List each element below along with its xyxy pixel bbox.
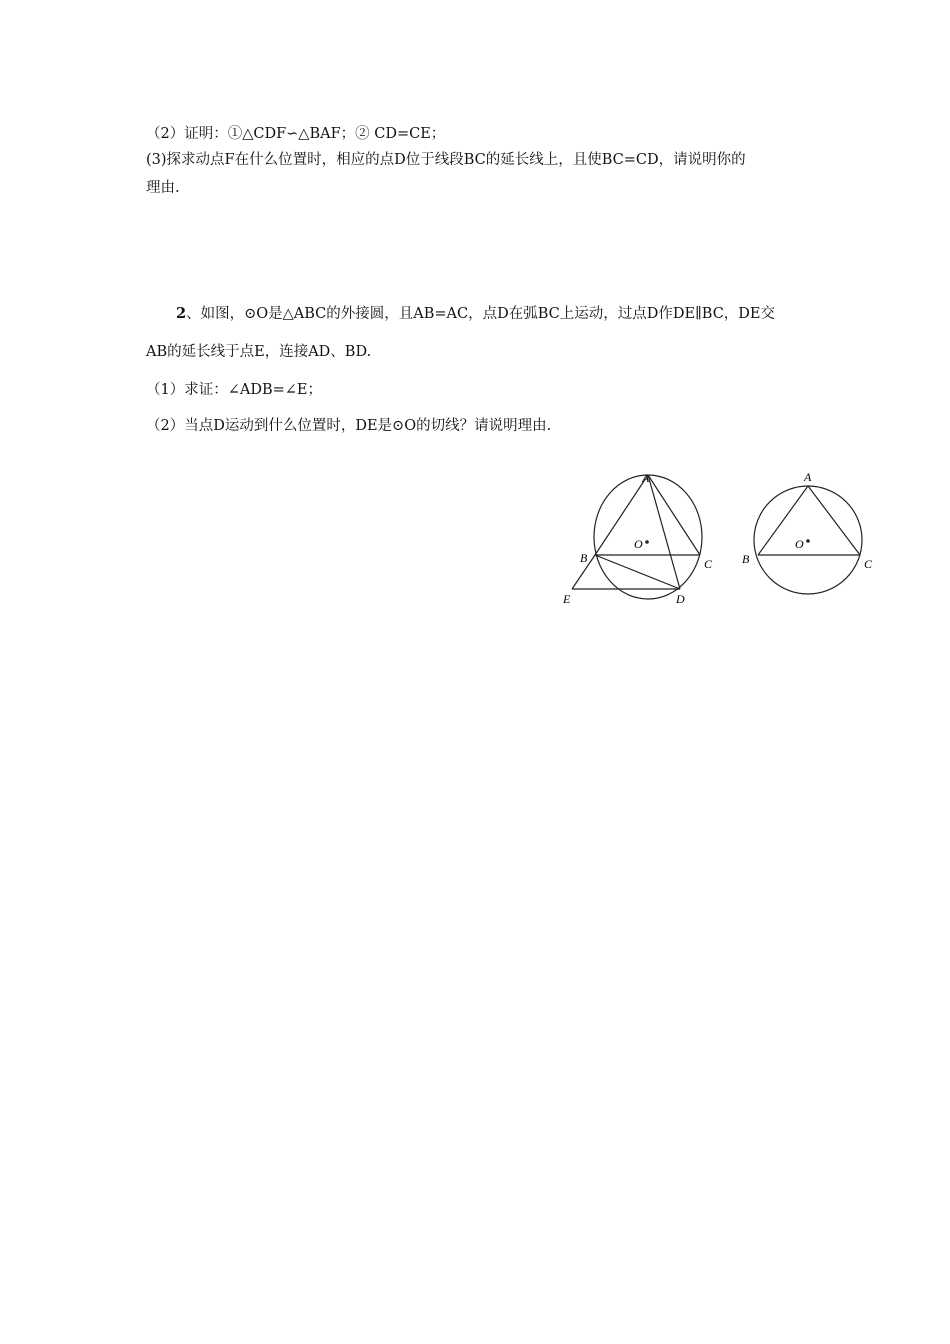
label-d: D xyxy=(676,592,685,606)
label-o: O xyxy=(634,537,643,551)
label-b-2: B xyxy=(742,552,750,566)
segment-ac-2 xyxy=(808,486,860,555)
label-c-2: C xyxy=(864,557,873,571)
label-b: B xyxy=(580,551,588,565)
q1-part3-line1: (3)探求动点F在什么位置时，相应的点D位于线段BC的延长线上，且使BC=CD，请说明你的 xyxy=(146,152,746,168)
q2-stem-text: 、如图，⊙O是△ABC的外接圆，且AB=AC，点D在弧BC上运动，过点D作DE∥BC，DE交 xyxy=(186,306,776,322)
label-a-2: A xyxy=(804,470,812,484)
label-e: E xyxy=(563,592,571,606)
q1-part2: （2）证明：①△CDF∽△BAF；② CD=CE； xyxy=(146,126,446,142)
center-dot-2 xyxy=(806,539,810,543)
q2-stem-line2: AB的延长线于点E，连接AD、BD. xyxy=(146,344,372,360)
label-o-2: O xyxy=(795,537,804,551)
label-c: C xyxy=(704,557,713,571)
q1-part3-line2: 理由. xyxy=(146,180,180,196)
label-a: A xyxy=(642,471,650,485)
q2-part2: （2）当点D运动到什么位置时，DE是⊙O的切线？请说明理由. xyxy=(146,418,552,434)
q2-number: 2 xyxy=(176,305,187,322)
q2-part1: （1）求证：∠ADB=∠E； xyxy=(146,382,323,398)
